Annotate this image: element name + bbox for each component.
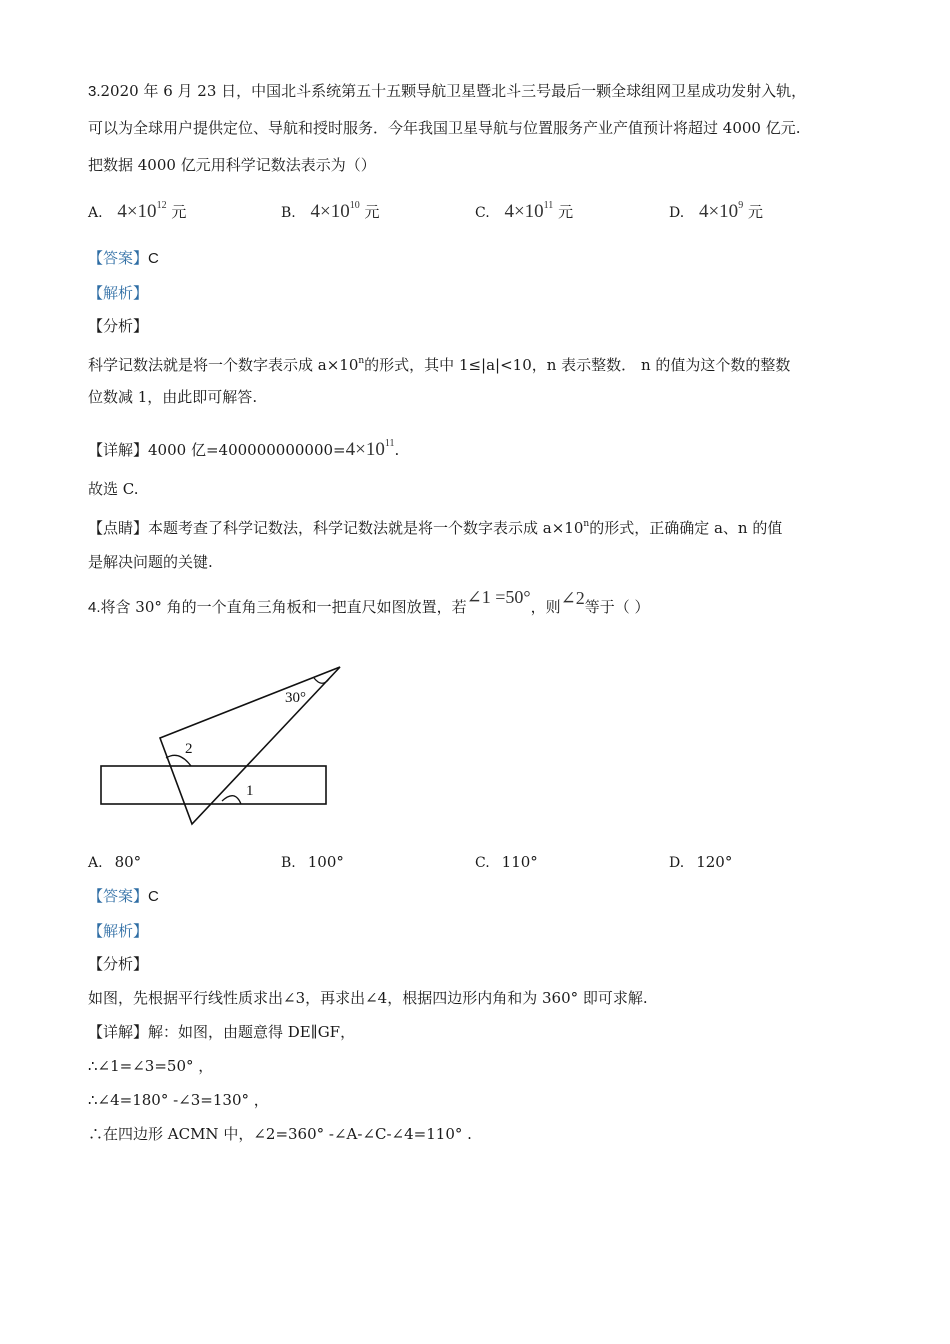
q3-fenxi-line2: 位数减 1，由此即可解答. — [88, 388, 258, 406]
q3-dianjing-line2: 是解决问题的关键. — [88, 553, 213, 571]
option-letter: C. — [475, 205, 490, 221]
option-expr: $4\times 10^{12}$ — [117, 200, 167, 222]
option-unit: 元 — [364, 203, 380, 221]
q4-detail-line: 【详解】解：如图，由题意得 DE∥GF， — [88, 1023, 356, 1041]
q4-fenxi-label: 【分析】 — [88, 955, 149, 973]
answer-value: C — [148, 250, 159, 267]
angle-1-arc — [222, 796, 241, 804]
q3-answer-line — [88, 248, 159, 269]
q3-stem-line2: 可以为全球用户提供定位、导航和授时服务．今年我国卫星导航与位置服务产业产值预计将超过 4000 亿元. — [88, 119, 801, 137]
option-letter: D. — [669, 205, 685, 221]
q4-condition: ∠1 =50° — [466, 587, 531, 607]
q3-option-b — [281, 196, 380, 223]
q3-option-a — [88, 196, 186, 223]
q4-number: 4. — [88, 599, 101, 616]
option-unit: 元 — [558, 203, 574, 221]
q4-option-d: D. 120° — [669, 853, 733, 871]
detail-expr: $4\times 10^{11}$ — [345, 438, 395, 460]
q4-step-3: ∴在四边形 ACMN 中，∠2=360° -∠A-∠C-∠4=110° . — [88, 1125, 472, 1143]
q3-dianjing-line1: 【点睛】本题考查了科学记数法，科学记数法就是将一个数字表示成 $a\times 10^n$的形式，正确确定 a、n 的值 — [88, 519, 783, 537]
q3-fenxi-line1: 科学记数法就是将一个数字表示成 $a\times 10^n$的形式，其中 1≤|a|<10，n 表示整数． n 的值为这个数的整数 — [88, 356, 791, 374]
q4-fenxi-text: 如图，先根据平行线性质求出∠3，再求出∠4，根据四边形内角和为 360° 即可求解. — [88, 989, 648, 1007]
option-expr: $4\times 10^{11}$ — [504, 200, 554, 222]
q4-step-2: ∴∠4=180° -∠3=130° ， — [88, 1091, 269, 1109]
q4-stem: 4.将含 30° 角的一个直角三角板和一把直尺如图放置，若∠1 =50°，则∠2等于（ ） — [88, 587, 650, 616]
option-unit: 元 — [171, 203, 187, 221]
q4-analysis-label: 【解析】 — [88, 922, 149, 940]
q3-stem-line1 — [88, 81, 806, 102]
label-2: 2 — [185, 741, 193, 757]
answer-value: C — [148, 888, 159, 905]
q4-option-b: B. 100° — [281, 853, 344, 871]
q4-angle2: ∠2 — [560, 588, 585, 608]
option-expr: $4\times 10^9$ — [698, 200, 744, 222]
answer-label: 【答案】 — [88, 887, 149, 905]
option-expr: $4\times 10^{10}$ — [310, 200, 360, 222]
angle-30-arc — [314, 678, 329, 683]
ruler-rect — [101, 766, 326, 804]
q4-option-a: A. 80° — [88, 853, 142, 871]
q4-answer-line — [88, 886, 159, 907]
option-letter: A. — [88, 205, 103, 221]
q4-option-c: C. 110° — [475, 853, 538, 871]
q3-fenxi-label: 【分析】 — [88, 317, 149, 335]
q4-step-1: ∴∠1=∠3=50° ， — [88, 1057, 214, 1075]
answer-label: 【答案】 — [88, 249, 149, 267]
q4-figure — [95, 656, 355, 836]
q3-detail-line: 【详解】4000 亿$=400000000000=4\times 10^{11}$. — [88, 438, 400, 460]
q3-choose-line: 故选 C. — [88, 480, 139, 498]
option-letter: B. — [281, 205, 296, 221]
q3-stem-text-1: 2020 年 6 月 23 日，中国北斗系统第五十五颗导航卫星暨北斗三号最后一颗全球组网卫星成功发射入轨， — [100, 82, 807, 100]
label-30: 30° — [285, 690, 306, 706]
q3-number: 3. — [88, 83, 101, 100]
label-1: 1 — [246, 783, 254, 799]
q3-option-d — [669, 196, 763, 223]
option-unit: 元 — [747, 203, 763, 221]
q3-analysis-label: 【解析】 — [88, 284, 149, 302]
q3-option-c — [475, 196, 573, 223]
q3-stem-line3: 把数据 4000 亿元用科学记数法表示为（） — [88, 156, 376, 174]
